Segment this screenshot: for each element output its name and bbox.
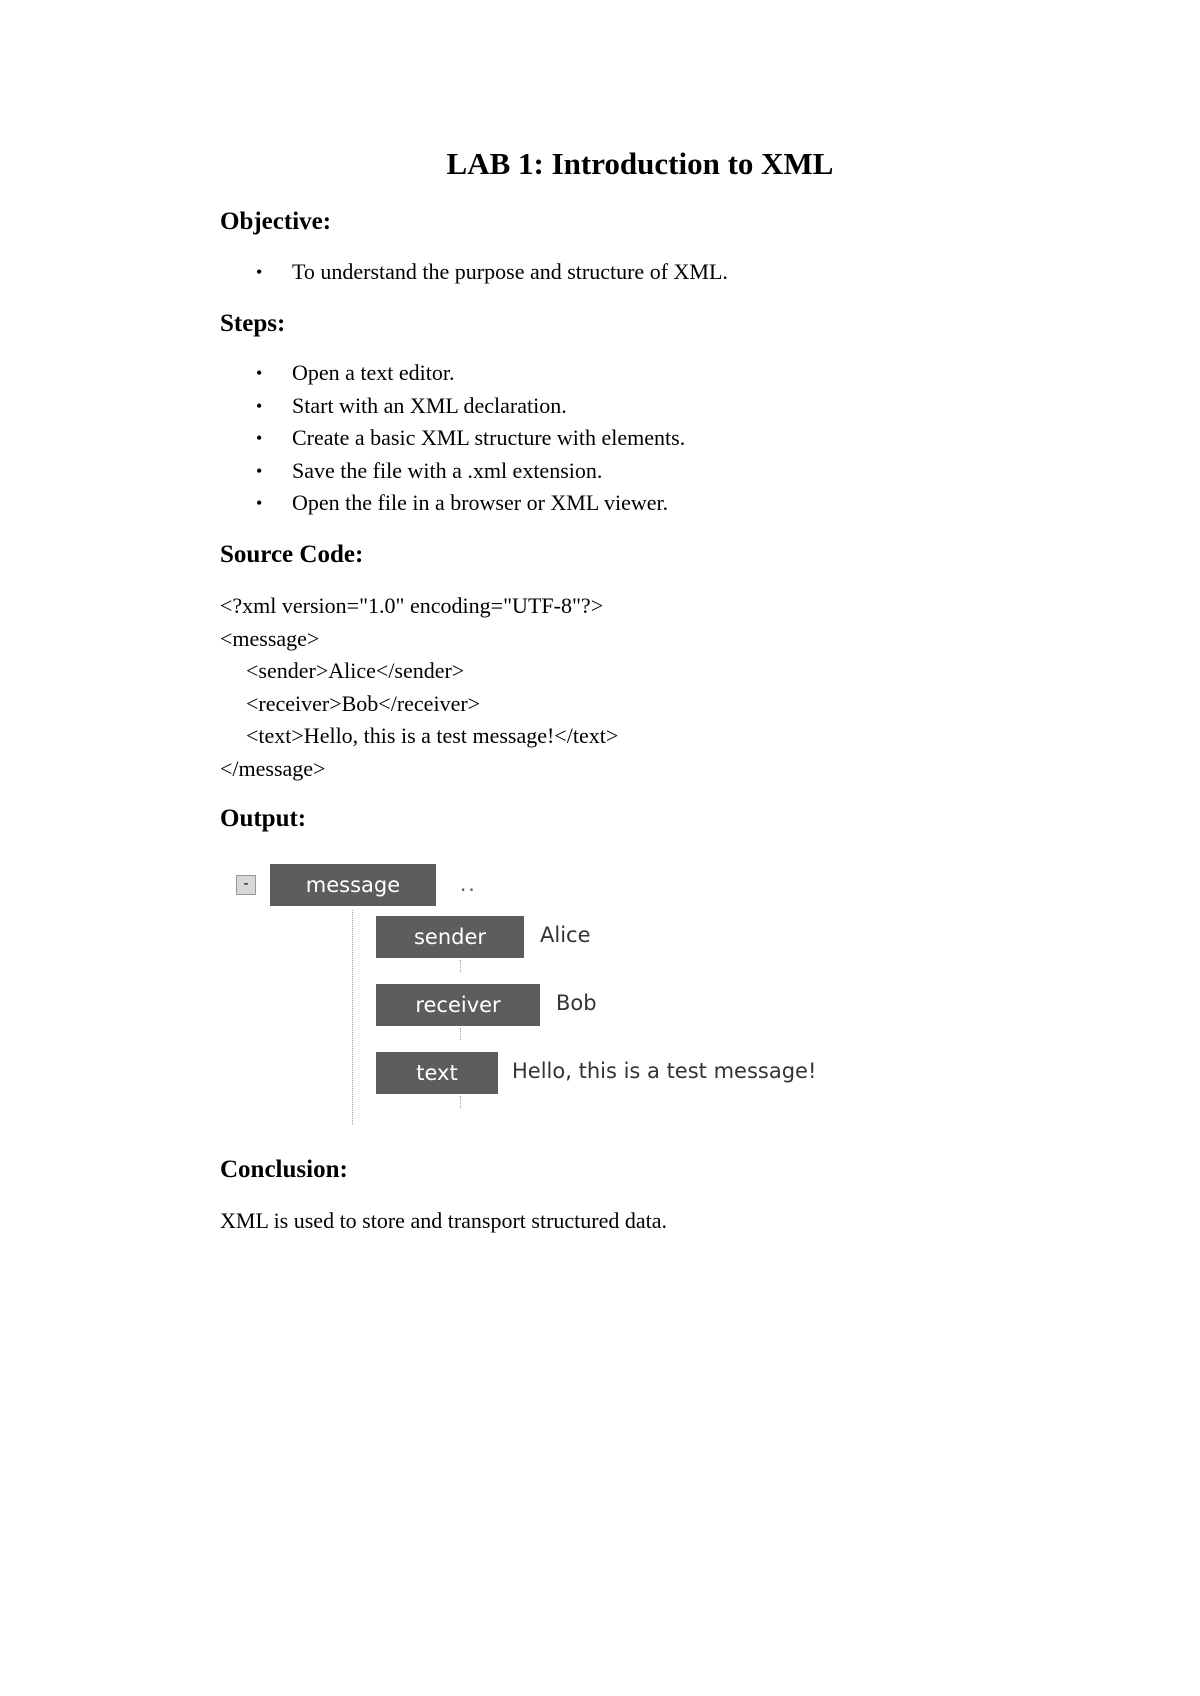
xml-node-root-tag[interactable]: message	[270, 864, 436, 906]
list-item: • Open the file in a browser or XML viewer.	[220, 487, 685, 520]
xml-node-tag[interactable]: sender	[376, 916, 524, 958]
tree-connector-line	[460, 1028, 461, 1040]
objective-heading: Objective:	[220, 208, 332, 235]
tree-connector-line	[460, 1096, 461, 1108]
list-item: • Start with an XML declaration.	[220, 390, 685, 423]
ellipsis: ..	[460, 872, 477, 896]
objective-list	[220, 256, 728, 289]
steps-heading: Steps:	[220, 310, 286, 337]
output-heading: Output:	[220, 805, 307, 832]
xml-tree-view	[220, 860, 840, 1130]
code-line: <text>Hello, this is a test message!</text>	[246, 723, 619, 748]
bullet-icon: •	[256, 262, 263, 282]
collapse-toggle-icon[interactable]: -	[236, 875, 256, 895]
source-code-block	[220, 590, 618, 785]
list-item: • To understand the purpose and structure of XML.	[220, 256, 728, 289]
xml-node-value: Alice	[540, 923, 591, 947]
xml-node-tag[interactable]: receiver	[376, 984, 540, 1026]
tree-connector-line	[352, 910, 353, 1125]
code-line: <?xml version="1.0" encoding="UTF-8"?>	[220, 593, 604, 618]
bullet-icon: •	[256, 460, 263, 481]
list-item: • Open a text editor.	[220, 357, 685, 390]
bullet-icon: •	[256, 493, 263, 513]
tree-connector-line	[460, 960, 461, 972]
bullet-icon: •	[256, 363, 263, 383]
xml-node-value: Bob	[556, 991, 597, 1015]
source-code-heading: Source Code:	[220, 541, 364, 568]
list-item: • Create a basic XML structure with elements.	[220, 422, 685, 455]
code-line: </message>	[220, 755, 326, 781]
conclusion-text: XML is used to store and transport structured data.	[220, 1208, 668, 1233]
xml-node-tag[interactable]: text	[376, 1052, 498, 1094]
xml-node-value: Hello, this is a test message!	[512, 1059, 817, 1083]
steps-list	[220, 357, 685, 520]
conclusion-heading: Conclusion:	[220, 1156, 348, 1183]
page-title: LAB 1: Introduction to XML	[446, 146, 834, 181]
code-line: <message>	[220, 625, 320, 651]
code-line: <sender>Alice</sender>	[246, 658, 465, 683]
list-item: • Save the file with a .xml extension.	[220, 455, 685, 488]
bullet-icon: •	[256, 395, 263, 416]
code-line: <receiver>Bob</receiver>	[246, 690, 481, 716]
bullet-icon: •	[256, 428, 263, 448]
